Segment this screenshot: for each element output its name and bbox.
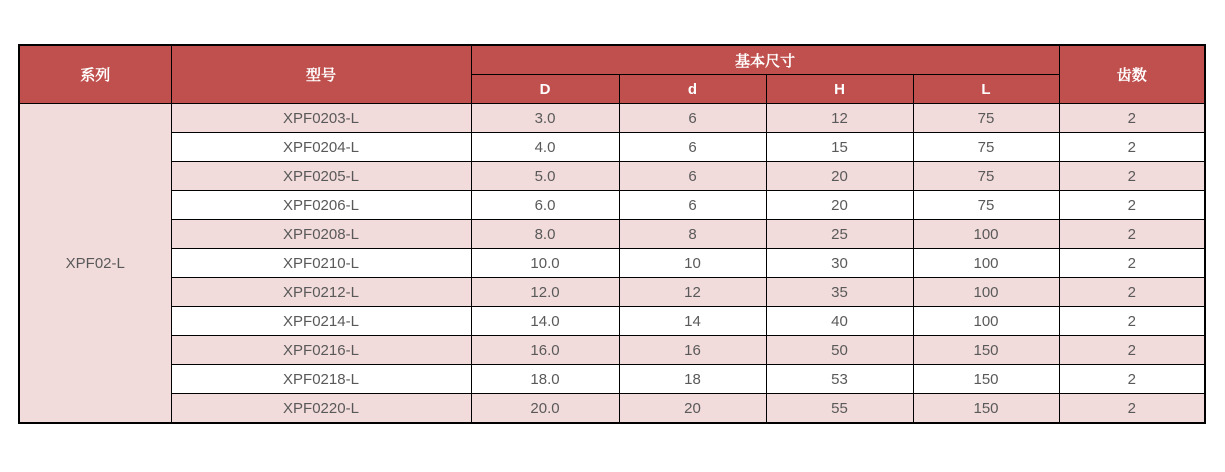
- table-row: [19, 162, 1205, 191]
- model-cell: XPF0214-L: [171, 307, 471, 336]
- teeth-cell: 2: [1059, 249, 1205, 278]
- dim-L-cell: 75: [913, 162, 1059, 191]
- model-cell: XPF0206-L: [171, 191, 471, 220]
- dim-D-cell: 3.0: [471, 104, 619, 133]
- table-row: [19, 365, 1205, 394]
- teeth-cell: 2: [1059, 278, 1205, 307]
- dim-D-cell: 14.0: [471, 307, 619, 336]
- dim-D-header: D: [471, 75, 619, 104]
- table-header: [19, 45, 1205, 104]
- dim-H-cell: 20: [766, 162, 913, 191]
- dim-D-cell: 20.0: [471, 394, 619, 424]
- dim-L-header: L: [913, 75, 1059, 104]
- dim-L-cell: 75: [913, 191, 1059, 220]
- header-row-top: [19, 45, 1205, 75]
- dim-d-cell: 14: [619, 307, 766, 336]
- teeth-cell: 2: [1059, 220, 1205, 249]
- table-row: [19, 249, 1205, 278]
- model-cell: XPF0205-L: [171, 162, 471, 191]
- dim-H-cell: 20: [766, 191, 913, 220]
- series-value-cell: XPF02-L: [19, 104, 171, 424]
- teeth-cell: 2: [1059, 365, 1205, 394]
- table-body: [19, 104, 1205, 424]
- dim-L-cell: 100: [913, 307, 1059, 336]
- model-column-header: 型号: [171, 45, 471, 104]
- teeth-cell: 2: [1059, 133, 1205, 162]
- table-row: [19, 220, 1205, 249]
- table-row: [19, 336, 1205, 365]
- dim-L-cell: 150: [913, 336, 1059, 365]
- dim-L-cell: 100: [913, 278, 1059, 307]
- table-row: [19, 133, 1205, 162]
- dim-d-cell: 12: [619, 278, 766, 307]
- dim-D-cell: 12.0: [471, 278, 619, 307]
- dim-H-cell: 12: [766, 104, 913, 133]
- teeth-column-header: 齿数: [1059, 45, 1205, 104]
- teeth-cell: 2: [1059, 162, 1205, 191]
- model-cell: XPF0203-L: [171, 104, 471, 133]
- dim-D-cell: 18.0: [471, 365, 619, 394]
- spec-table: [18, 44, 1206, 424]
- dim-H-cell: 40: [766, 307, 913, 336]
- dim-d-cell: 8: [619, 220, 766, 249]
- table-row: [19, 104, 1205, 133]
- teeth-cell: 2: [1059, 191, 1205, 220]
- dim-H-cell: 50: [766, 336, 913, 365]
- dim-D-cell: 4.0: [471, 133, 619, 162]
- dim-L-cell: 150: [913, 394, 1059, 424]
- dim-D-cell: 10.0: [471, 249, 619, 278]
- dim-d-cell: 6: [619, 104, 766, 133]
- dim-L-cell: 100: [913, 249, 1059, 278]
- table-row: [19, 307, 1205, 336]
- dim-d-cell: 18: [619, 365, 766, 394]
- dim-L-cell: 100: [913, 220, 1059, 249]
- dim-D-cell: 6.0: [471, 191, 619, 220]
- model-cell: XPF0208-L: [171, 220, 471, 249]
- dim-L-cell: 150: [913, 365, 1059, 394]
- dim-d-cell: 16: [619, 336, 766, 365]
- dim-L-cell: 75: [913, 104, 1059, 133]
- table-row: [19, 191, 1205, 220]
- model-cell: XPF0210-L: [171, 249, 471, 278]
- table-row: [19, 394, 1205, 424]
- table-row: [19, 278, 1205, 307]
- model-cell: XPF0212-L: [171, 278, 471, 307]
- teeth-cell: 2: [1059, 394, 1205, 424]
- dim-H-cell: 55: [766, 394, 913, 424]
- teeth-cell: 2: [1059, 307, 1205, 336]
- dim-H-header: H: [766, 75, 913, 104]
- dim-H-cell: 15: [766, 133, 913, 162]
- dim-H-cell: 30: [766, 249, 913, 278]
- dim-H-cell: 25: [766, 220, 913, 249]
- teeth-cell: 2: [1059, 104, 1205, 133]
- basic-size-group-header: 基本尺寸: [471, 45, 1059, 75]
- dim-d-cell: 6: [619, 133, 766, 162]
- dim-d-cell: 20: [619, 394, 766, 424]
- dim-D-cell: 8.0: [471, 220, 619, 249]
- model-cell: XPF0220-L: [171, 394, 471, 424]
- dim-L-cell: 75: [913, 133, 1059, 162]
- series-column-header: 系列: [19, 45, 171, 104]
- teeth-cell: 2: [1059, 336, 1205, 365]
- dim-H-cell: 35: [766, 278, 913, 307]
- dim-D-cell: 5.0: [471, 162, 619, 191]
- dim-d-cell: 6: [619, 191, 766, 220]
- dim-d-cell: 6: [619, 162, 766, 191]
- spec-table-container: [18, 44, 1206, 424]
- dim-d-header: d: [619, 75, 766, 104]
- model-cell: XPF0204-L: [171, 133, 471, 162]
- model-cell: XPF0218-L: [171, 365, 471, 394]
- dim-d-cell: 10: [619, 249, 766, 278]
- model-cell: XPF0216-L: [171, 336, 471, 365]
- dim-D-cell: 16.0: [471, 336, 619, 365]
- dim-H-cell: 53: [766, 365, 913, 394]
